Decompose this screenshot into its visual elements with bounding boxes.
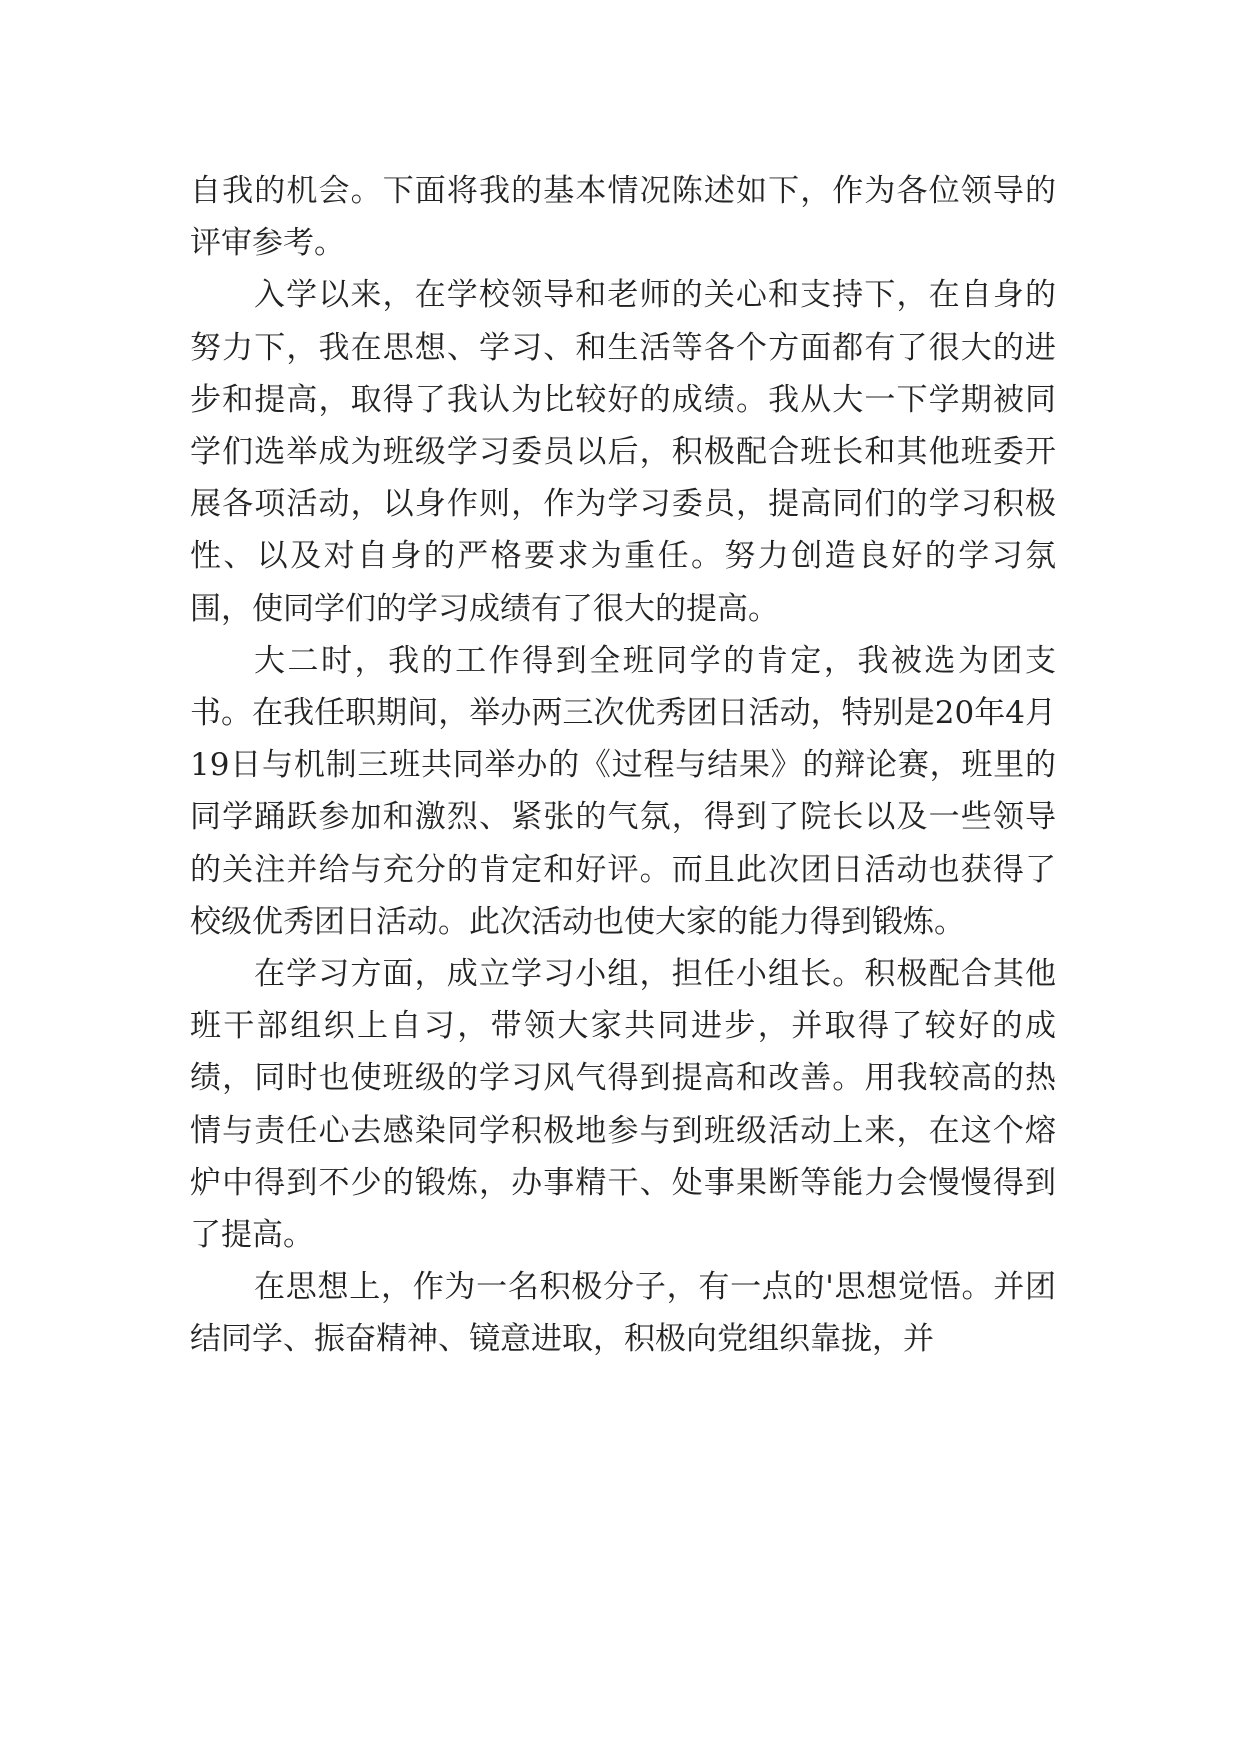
document-body — [190, 165, 1056, 1366]
paragraph-study-committee: 入学以来，在学校领导和老师的关心和支持下，在自身的努力下，我在思想、学习、和生活等各个方面都有了很大的进步和提高，取得了我认为比较好的成绩。我从大一下学期被同学们选举成为班级学习委员以后，积极配合班长和其他班委开展各项活动，以身作则，作为学习委员，提高同们的学习积极性、以及对自身的严格要求为重任。努力创造良好的学习氛围，使同学们的学习成绩有了很大的提高。 — [190, 277, 1056, 627]
paragraph-study-group: 在学习方面，成立学习小组，担任小组长。积极配合其他班干部组织上自习，带领大家共同进步，并取得了较好的成绩，同时也使班级的学习风气得到提高和改善。用我较高的热情与责任心去感染同学积极地参与到班级活动上来，在这个熔炉中得到不少的锻炼，办事精干、处事果断等能力会慢慢得到了提高。 — [190, 956, 1056, 1254]
paragraph-continued: 自我的机会。下面将我的基本情况陈述如下，作为各位领导的评审参考。 — [190, 173, 1056, 262]
paragraph-ideology: 在思想上，作为一名积极分子，有一点的'思想觉悟。并团结同学、振奋精神、镜意进取，积极向党组织靠拢，并 — [190, 1269, 1056, 1358]
paragraph-league-secretary: 大二时，我的工作得到全班同学的肯定，我被选为团支书。在我任职期间，举办两三次优秀团日活动，特别是20年4月19日与机制三班共同举办的《过程与结果》的辩论赛，班里的同学踊跃参加和激烈、紧张的气氛，得到了院长以及一些领导的关注并给与充分的肯定和好评。而且此次团日活动也获得了校级优秀团日活动。此次活动也使大家的能力得到锻炼。 — [190, 642, 1056, 940]
